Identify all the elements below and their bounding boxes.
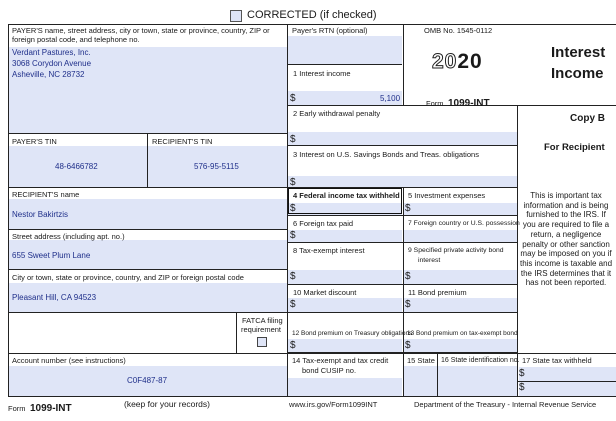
box17-dollar-2: $: [519, 382, 525, 393]
box8-dollar: $: [290, 271, 296, 282]
box1-label: 1 Interest income: [293, 69, 351, 78]
tax-year: [432, 50, 483, 74]
box14-fill: [288, 378, 402, 397]
footer-dept: Department of the Treasury - Internal Revenue Service: [414, 400, 597, 409]
footer-form-id: [8, 398, 72, 416]
box2-dollar: $: [290, 134, 296, 145]
rtn-fill: [288, 36, 402, 64]
box3-label: 3 Interest on U.S. Savings Bonds and Treas. obligations: [293, 150, 479, 159]
rule: [288, 64, 402, 65]
box6-label: 6 Foreign tax paid: [293, 219, 354, 228]
box5-fill: [404, 203, 517, 215]
footer-form-name: 1099-INT: [29, 403, 72, 414]
box17-label: 17 State tax withheld: [522, 356, 592, 365]
rule: [8, 269, 288, 270]
box10-dollar: $: [290, 299, 296, 310]
rule: [8, 396, 616, 397]
corrected-checkbox[interactable]: [230, 10, 242, 22]
tax-year-prefix: 20: [432, 50, 458, 73]
rule: [517, 105, 518, 396]
box10-fill: [288, 298, 402, 312]
box14-label-line1: 14 Tax-exempt and tax credit: [292, 356, 389, 365]
box9-label-line1: 9 Specified private activity bond: [408, 247, 504, 254]
title-income: Income: [551, 65, 604, 82]
box17-fill: [519, 367, 616, 397]
rule: [288, 145, 518, 146]
box11-fill: [404, 298, 517, 312]
box4-label: 4 Federal income tax withheld: [293, 191, 400, 200]
corrected-label: CORRECTED (if checked): [247, 9, 377, 21]
box5-dollar: $: [405, 203, 411, 214]
box15-fill: [404, 366, 437, 397]
box8-fill: [288, 270, 402, 284]
title-interest: Interest: [551, 44, 606, 61]
box1-dollar: $: [290, 93, 296, 104]
box13-label: 13 Bond premium on tax-exempt bond: [407, 330, 518, 337]
box17-dollar-1: $: [519, 368, 525, 379]
payer-name: Verdant Pastures, Inc.: [12, 48, 91, 57]
rule: [8, 133, 288, 134]
box7-label: 7 Foreign country or U.S. possession: [408, 220, 520, 227]
rule: [8, 187, 518, 188]
box12-dollar: $: [290, 340, 296, 351]
box3-dollar: $: [290, 177, 296, 188]
box16-label: 16 State identification no.: [441, 357, 520, 364]
recipient-city: Pleasant Hill, CA 94523: [12, 293, 97, 302]
copy-b: Copy B: [570, 113, 605, 124]
box7-fill: [404, 230, 517, 242]
omb-number: OMB No. 1545-0112: [424, 26, 493, 35]
box2-fill: [288, 132, 517, 145]
rule: [403, 187, 404, 396]
box9-fill: [404, 270, 517, 284]
rule: [8, 24, 616, 25]
box4-dollar: $: [290, 203, 296, 214]
payer-tin: 48-6466782: [55, 162, 98, 171]
street-label: Street address (including apt. no.): [12, 232, 125, 241]
form-id-top: [426, 93, 490, 111]
account-number: C0F487-87: [127, 376, 168, 385]
box10-label: 10 Market discount: [293, 288, 357, 297]
tax-year-suffix: 20: [457, 50, 483, 73]
box13-fill: [404, 339, 517, 352]
payer-tin-label: PAYER'S TIN: [12, 137, 57, 146]
footer-url: www.irs.gov/Form1099INT: [289, 400, 378, 409]
rule: [437, 353, 438, 396]
rule: [147, 133, 148, 187]
rule: [403, 24, 404, 105]
rule: [8, 312, 518, 313]
box16-fill: [438, 366, 517, 397]
recipient-name-label: RECIPIENT'S name: [12, 190, 80, 199]
for-recipient: For Recipient: [544, 142, 605, 153]
box12-label: 12 Bond premium on Treasury obligations: [292, 330, 413, 337]
fatca-label-2: requirement: [241, 325, 282, 334]
box14-label-line2: bond CUSIP no.: [302, 366, 357, 375]
box9-dollar: $: [405, 271, 411, 282]
recipient-name: Nestor Bakirtzis: [12, 210, 69, 219]
payer-street: 3068 Corydon Avenue: [12, 59, 92, 68]
fatca-label-1: FATCA filing: [242, 316, 283, 325]
box1-value: 5,100: [380, 94, 401, 103]
box15-label: 15 State: [407, 356, 435, 365]
box11-label: 11 Bond premium: [408, 288, 467, 297]
rule: [236, 312, 237, 353]
payer-city: Asheville, NC 28732: [12, 70, 85, 79]
rtn-label: Payer's RTN (optional): [292, 26, 368, 35]
form-id-top-name: 1099-INT: [447, 98, 490, 109]
irs-notice: This is important tax information and is being furnished to the IRS. If you are required to file a return, a negligence penalty or other sanction may be imposed on you if this income is taxable and the IRS determines that it has not been reported.: [519, 191, 613, 288]
rule: [8, 229, 288, 230]
form-id-top-small: Form: [426, 99, 444, 108]
recipient-tin: 576-95-5115: [194, 162, 239, 171]
fatca-checkbox[interactable]: [257, 337, 267, 347]
rule: [518, 381, 616, 382]
recipient-street: 655 Sweet Plum Lane: [12, 251, 91, 260]
box2-label: 2 Early withdrawal penalty: [293, 109, 381, 118]
account-label: Account number (see instructions): [12, 356, 126, 365]
box6-fill: [288, 230, 402, 242]
box9-label-line2: interest: [418, 257, 441, 264]
box12-fill: [288, 339, 402, 352]
box11-dollar: $: [405, 299, 411, 310]
box8-label: 8 Tax-exempt interest: [293, 246, 365, 255]
payer-label: PAYER'S name, street address, city or town, state or province, country, ZIP or foreign postal code, and telephone no.: [12, 26, 270, 44]
footer-form-small: Form: [8, 404, 26, 413]
recipient-tin-label: RECIPIENT'S TIN: [152, 137, 213, 146]
city-label: City or town, state or province, country, and ZIP or foreign postal code: [12, 273, 244, 282]
footer-keep: (keep for your records): [124, 399, 210, 409]
box6-dollar: $: [290, 230, 296, 241]
rule: [8, 24, 9, 396]
box5-label: 5 Investment expenses: [408, 191, 486, 200]
box13-dollar: $: [405, 340, 411, 351]
rule: [8, 353, 616, 354]
tin-fill: [9, 146, 287, 187]
